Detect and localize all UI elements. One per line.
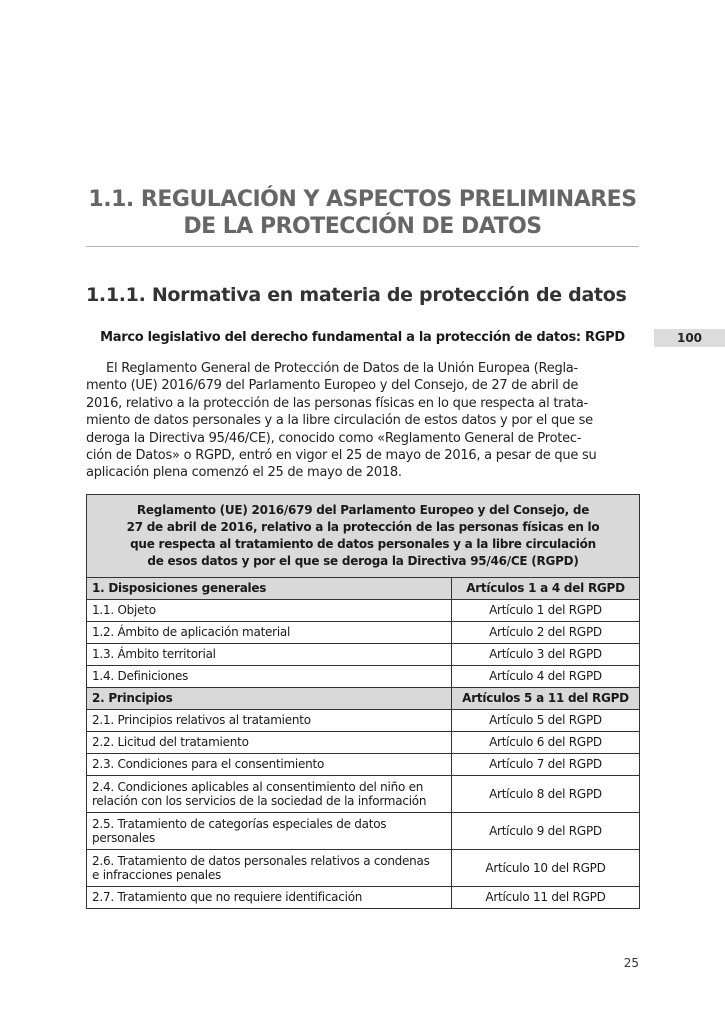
table-caption-row <box>87 495 640 578</box>
table-caption <box>87 495 640 578</box>
table-row <box>87 600 640 622</box>
paragraph-line: miento de datos personales y a la libre circulación de estos datos y por el que se <box>86 413 593 429</box>
page-number: 25 <box>623 956 639 970</box>
row-reference: Artículo 6 del RGPD <box>452 732 640 754</box>
paragraph-line: 2016, relativo a la protección de las personas físicas en lo que respecta al trata- <box>86 395 588 411</box>
table-row-group <box>87 688 640 710</box>
row-label-line: 2.5. Tratamiento de categorías especiales de datos <box>92 816 387 831</box>
row-reference: Artículo 3 del RGPD <box>452 644 640 666</box>
row-label <box>87 850 452 887</box>
chapter-title <box>86 186 639 240</box>
row-label-line: 2.6. Tratamiento de datos personales relativos a condenas <box>92 853 430 868</box>
row-label: 2.2. Licitud del tratamiento <box>87 732 452 754</box>
row-label: 1. Disposiciones generales <box>87 578 452 600</box>
row-reference: Artículo 2 del RGPD <box>452 622 640 644</box>
paragraph-line: mento (UE) 2016/679 del Parlamento Europeo y del Consejo, de 27 de abril de <box>86 378 579 394</box>
row-label: 1.1. Objeto <box>87 600 452 622</box>
row-reference: Artículo 1 del RGPD <box>452 600 640 622</box>
table-row <box>87 644 640 666</box>
row-reference: Artículo 8 del RGPD <box>452 776 640 813</box>
paragraph-line: deroga la Directiva 95/46/CE), conocido como «Reglamento General de Protec- <box>86 430 582 446</box>
row-label: 1.3. Ámbito territorial <box>87 644 452 666</box>
row-reference: Artículo 10 del RGPD <box>452 850 640 887</box>
row-label <box>87 776 452 813</box>
subsection-title: Marco legislativo del derecho fundamental a la protección de datos: RGPD <box>100 330 625 345</box>
paragraph-line: El Reglamento General de Protección de Datos de la Unión Europea (Regla- <box>106 361 578 376</box>
rgpd-table <box>86 494 640 909</box>
body-paragraph <box>86 360 639 482</box>
table-row <box>87 710 640 732</box>
paragraph-line: ción de Datos» o RGPD, entró en vigor el 25 de mayo de 2016, a pesar de que su <box>86 448 597 464</box>
row-label <box>87 813 452 850</box>
table-row <box>87 850 640 887</box>
row-label-line: personales <box>92 831 155 845</box>
table-row <box>87 754 640 776</box>
row-label: 2.1. Principios relativos al tratamiento <box>87 710 452 732</box>
row-label-line: 2.4. Condiciones aplicables al consentimiento del niño en <box>92 779 424 794</box>
table-row <box>87 776 640 813</box>
section-title: 1.1.1. Normativa en materia de protección de datos <box>86 284 627 306</box>
row-label: 2.3. Condiciones para el consentimiento <box>87 754 452 776</box>
caption-line: Reglamento (UE) 2016/679 del Parlamento Europeo y del Consejo, de <box>136 503 590 517</box>
row-reference: Artículo 9 del RGPD <box>452 813 640 850</box>
row-reference: Artículo 11 del RGPD <box>452 887 640 909</box>
row-label-line: relación con los servicios de la sociedad de la información <box>92 794 427 808</box>
table-row-group <box>87 578 640 600</box>
title-divider <box>86 246 639 247</box>
table-row <box>87 813 640 850</box>
row-reference: Artículos 5 a 11 del RGPD <box>452 688 640 710</box>
table-row <box>87 732 640 754</box>
table-row <box>87 622 640 644</box>
row-label: 1.4. Definiciones <box>87 666 452 688</box>
row-reference: Artículo 7 del RGPD <box>452 754 640 776</box>
chapter-title-line-1: 1.1. REGULACIÓN Y ASPECTOS PRELIMINARES <box>88 187 637 212</box>
caption-line: que respecta al tratamiento de datos personales y a la libre circulación <box>130 537 596 551</box>
caption-line: 27 de abril de 2016, relativo a la protección de las personas físicas en lo <box>126 520 600 534</box>
caption-line: de esos datos y por el que se deroga la Directiva 95/46/CE (RGPD) <box>147 554 579 568</box>
row-reference: Artículo 4 del RGPD <box>452 666 640 688</box>
paragraph-line: aplicación plena comenzó el 25 de mayo de 2018. <box>86 465 402 481</box>
row-label: 1.2. Ámbito de aplicación material <box>87 622 452 644</box>
row-reference: Artículos 1 a 4 del RGPD <box>452 578 640 600</box>
row-reference: Artículo 5 del RGPD <box>452 710 640 732</box>
row-label: 2. Principios <box>87 688 452 710</box>
chapter-title-line-2: DE LA PROTECCIÓN DE DATOS <box>183 214 542 239</box>
row-label-line: e infracciones penales <box>92 868 222 882</box>
side-tab-number: 100 <box>654 329 725 347</box>
table-row <box>87 666 640 688</box>
table-row <box>87 887 640 909</box>
row-label: 2.7. Tratamiento que no requiere identificación <box>87 887 452 909</box>
